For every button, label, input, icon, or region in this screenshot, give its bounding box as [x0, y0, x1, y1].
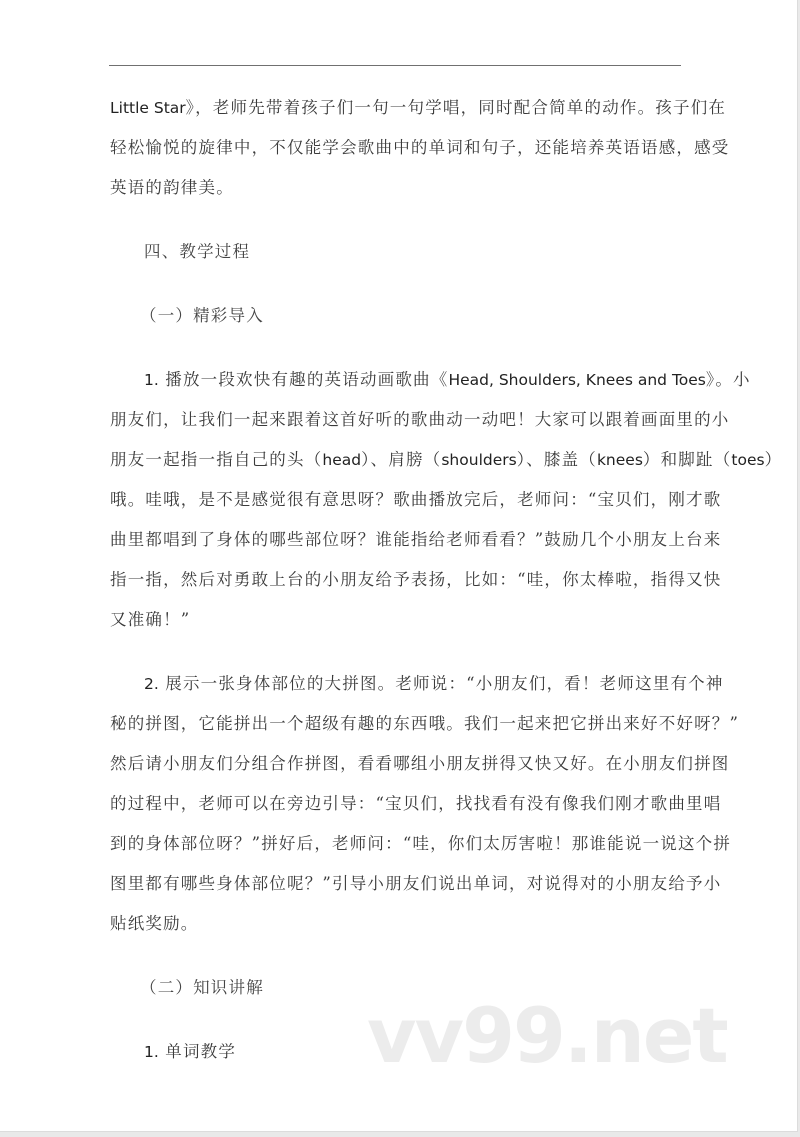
spacer [110, 944, 680, 968]
text-span: 展示一张身体部位的大拼图。老师说：“小朋友们，看！老师这里有个神 [165, 674, 724, 693]
text-line [110, 664, 724, 704]
list-item-1 [110, 360, 783, 640]
text-line: 朋友们，让我们一起来跟着这首好听的歌曲动一动吧！大家可以跟着画面里的小 [110, 410, 730, 429]
text-line: 曲里都唱到了身体的哪些部位呀？谁能指给老师看看？”鼓励几个小朋友上台来 [110, 530, 722, 549]
english-word: toes [731, 451, 765, 469]
text-line: 的过程中，老师可以在旁边引导：“宝贝们，找找看有没有像我们刚才歌曲里唱 [110, 794, 722, 813]
text-span: ） [764, 450, 783, 469]
english-word: knees [596, 451, 643, 469]
section-heading: 四、教学过程 [144, 242, 251, 261]
text-line: 英语的韵律美。 [110, 178, 234, 197]
text-line [110, 360, 751, 400]
header-rule [109, 65, 681, 66]
spacer [110, 336, 680, 360]
text-span: 》。小 [705, 370, 751, 389]
text-span: ）、膝盖（ [516, 450, 597, 469]
text-span: 播放一段欢快有趣的英语动画歌曲《 [165, 370, 449, 389]
list-item-2 [110, 664, 740, 944]
text-span: ）和脚趾（ [642, 450, 732, 469]
spacer [110, 1008, 680, 1032]
english-word: head [322, 451, 362, 469]
text-line: 哦。哇哦，是不是感觉很有意思呀？歌曲播放完后，老师问：“宝贝们，刚才歌 [110, 490, 722, 509]
spacer [110, 208, 680, 232]
english-word: shoulders [441, 451, 517, 469]
text-line [110, 440, 783, 480]
continued-paragraph [110, 88, 730, 208]
subsection-heading: （二）知识讲解 [140, 978, 264, 997]
subsection-heading: （一）精彩导入 [140, 306, 264, 325]
watermark: vv99.net [367, 991, 727, 1080]
list-item-3 [110, 1032, 680, 1072]
document-body [110, 88, 783, 1072]
text-line: 秘的拼图，它能拼出一个超级有趣的东西哦。我们一起来把它拼出来好不好呀？” [110, 714, 740, 733]
text-line: 轻松愉悦的旋律中，不仅能学会歌曲中的单词和句子，还能培养英语语感，感受 [110, 138, 730, 157]
text-span: 朋友一起指一指自己的头（ [110, 450, 323, 469]
text-line: 图里都有哪些身体部位呢？”引导小朋友们说出单词，对说得对的小朋友给予小 [110, 874, 722, 893]
item-number: 1. [144, 1043, 159, 1061]
text-line [110, 88, 727, 128]
text-span: 单词教学 [165, 1042, 237, 1061]
song-title: Head, Shoulders, Knees and Toes [448, 371, 706, 389]
text-line: 然后请小朋友们分组合作拼图，看看哪组小朋友拼得又快又好。在小朋友们拼图 [110, 754, 730, 773]
spacer [110, 272, 680, 296]
text-line: 指一指，然后对勇敢上台的小朋友给予表扬，比如：“哇，你太棒啦，指得又快 [110, 570, 722, 589]
text-span: 》，老师先带着孩子们一句一句学唱，同时配合简单的动作。孩子们在 [185, 98, 727, 117]
item-number: 2. [144, 675, 159, 693]
song-title-fragment: Little Star [110, 99, 186, 117]
spacer [110, 640, 680, 664]
text-line: 又准确！” [110, 610, 191, 629]
text-line: 到的身体部位呀？”拼好后，老师问：“哇，你们太厉害啦！那谁能说一说这个拼 [110, 834, 732, 853]
text-line: 贴纸奖励。 [110, 914, 199, 933]
item-number: 1. [144, 371, 159, 389]
text-span: ）、肩膀（ [361, 450, 442, 469]
